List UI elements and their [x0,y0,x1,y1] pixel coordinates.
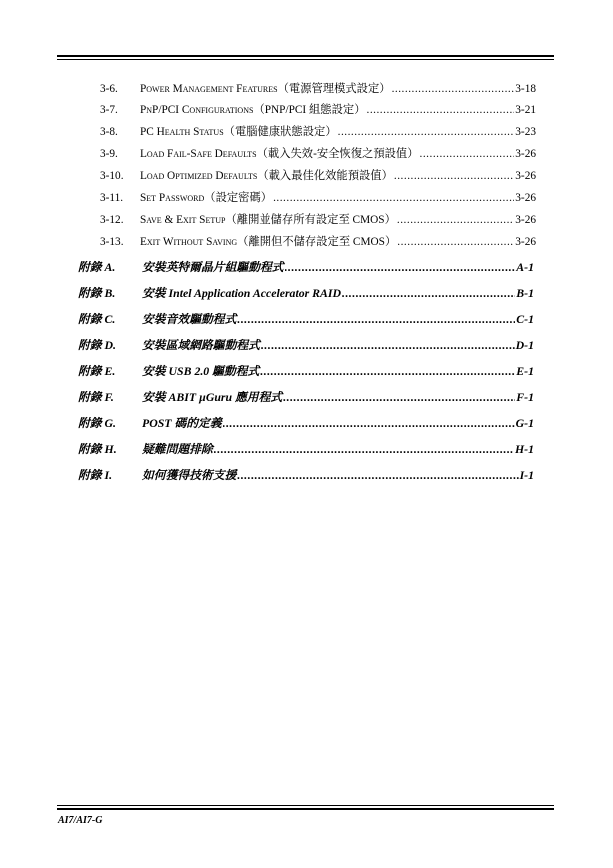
section-title-zh: （PNP/PCI 組態設定） [253,104,366,116]
section-title-en: Set Password [140,192,205,204]
page-number: 3-26 [515,148,536,160]
appendix-title: 安裝 USB 2.0 驅動程式 [142,364,260,378]
section-number: 3-9. [100,148,118,160]
appendix-title: 安裝 ABIT µGuru 應用程式 [142,390,283,404]
toc-appendix-f[interactable] [78,388,534,410]
page-number: I-1 [519,468,534,482]
toc-appendix-b[interactable] [78,284,534,306]
toc-appendix-d[interactable] [78,336,534,358]
header-rule [57,55,554,60]
section-title-en: Save & Exit Setup [140,214,226,226]
appendix-title: 如何獲得技術支援 [142,468,237,482]
toc-entry-3-7[interactable] [100,101,536,119]
toc-appendix-h[interactable] [78,440,534,462]
footer-rule [57,805,554,810]
section-title-en: Load Optimized Defaults [140,170,258,182]
page-number: 3-26 [515,192,536,204]
section-title-zh: （離開但不儲存設定至 CMOS） [237,236,397,248]
toc-appendix-c[interactable] [78,310,534,332]
dot-leader [261,338,515,353]
dot-leader [420,148,515,160]
appendix-label: 附錄 A. [78,260,116,274]
dot-leader [214,442,514,457]
section-title [140,80,391,96]
page-number: 3-26 [515,214,536,226]
section-title-zh: （電腦健康狀態設定） [223,126,337,138]
section-title [140,211,396,227]
appendix-title: 安裝區域網路驅動程式 [142,338,260,352]
section-title-en: Exit Without Saving [140,236,238,248]
toc-entry-3-13[interactable] [100,233,536,251]
page-number: G-1 [515,416,534,430]
appendix-title: POST 碼的定義 [142,416,222,430]
page-number: E-1 [516,364,534,378]
dot-leader [285,260,516,275]
page-number: 3-26 [515,170,536,182]
section-title-en: Load Fail-Safe Defaults [140,148,257,160]
page-number: 3-23 [515,126,536,138]
dot-leader [397,236,514,248]
section-number: 3-6. [100,83,118,95]
appendix-title: 疑難問題排除 [142,442,213,456]
toc-entry-3-10[interactable] [100,167,536,185]
page-number: C-1 [516,312,534,326]
section-title-zh: （載入失效-安全恢復之預設值） [256,148,419,160]
toc-entry-3-9[interactable] [100,145,536,163]
dot-leader [237,312,515,327]
toc-entry-3-12[interactable] [100,211,536,229]
appendix-label: 附錄 C. [78,312,116,326]
dot-leader [397,214,514,226]
section-number: 3-13. [100,236,124,248]
appendix-label: 附錄 G. [78,416,117,430]
section-title [140,189,272,205]
section-title [140,101,366,117]
toc-entry-3-11[interactable] [100,189,536,207]
section-number: 3-8. [100,126,118,138]
page-number: D-1 [515,338,534,352]
dot-leader [342,286,515,301]
section-title [140,145,419,161]
section-number: 3-7. [100,104,118,116]
appendix-label: 附錄 B. [78,286,116,300]
dot-leader [223,416,515,431]
section-title-zh: （電源管理模式設定） [277,83,391,95]
appendix-label: 附錄 H. [78,442,117,456]
appendix-label: 附錄 I. [78,468,113,482]
dot-leader [338,126,515,138]
dot-leader [392,83,515,95]
toc-appendix-g[interactable] [78,414,534,436]
appendix-label: 附錄 E. [78,364,116,378]
toc-appendix-e[interactable] [78,362,534,384]
dot-leader [260,364,515,379]
page-number: 3-21 [515,104,536,116]
appendix-title: 安裝 Intel Application Accelerator RAID [142,286,342,300]
appendix-label: 附錄 D. [78,338,117,352]
section-title [140,167,393,183]
section-number: 3-10. [100,170,124,182]
page-number: F-1 [516,390,534,404]
appendix-title: 安裝音效驅動程式 [142,312,237,326]
section-title-en: Power Management Features [140,83,278,95]
toc-entry-3-8[interactable] [100,123,536,141]
page-number: 3-26 [515,236,536,248]
dot-leader [283,390,515,405]
page-number: B-1 [516,286,534,300]
section-title-zh: （載入最佳化效能預設值） [257,170,393,182]
toc-appendix-a[interactable] [78,258,534,280]
page-number: A-1 [516,260,534,274]
dot-leader [273,192,514,204]
section-number: 3-11. [100,192,124,204]
toc-entry-3-6[interactable] [100,80,536,98]
section-title [140,123,337,139]
appendix-title: 安裝英特爾晶片組驅動程式 [142,260,284,274]
page-number: 3-18 [515,83,536,95]
toc-appendix-i[interactable] [78,466,534,488]
dot-leader [237,468,518,483]
section-title [140,233,396,249]
dot-leader [367,104,515,116]
section-title-en: PC Health Status [140,126,224,138]
section-number: 3-12. [100,214,124,226]
page-number: H-1 [514,442,534,456]
footer-model: AI7/AI7-G [58,815,103,826]
section-title-zh: （離開並儲存所有設定至 CMOS） [225,214,396,226]
section-title-zh: （設定密碼） [204,192,273,204]
section-title-en: PnP/PCI Configurations [140,104,254,116]
dot-leader [394,170,514,182]
appendix-label: 附錄 F. [78,390,114,404]
